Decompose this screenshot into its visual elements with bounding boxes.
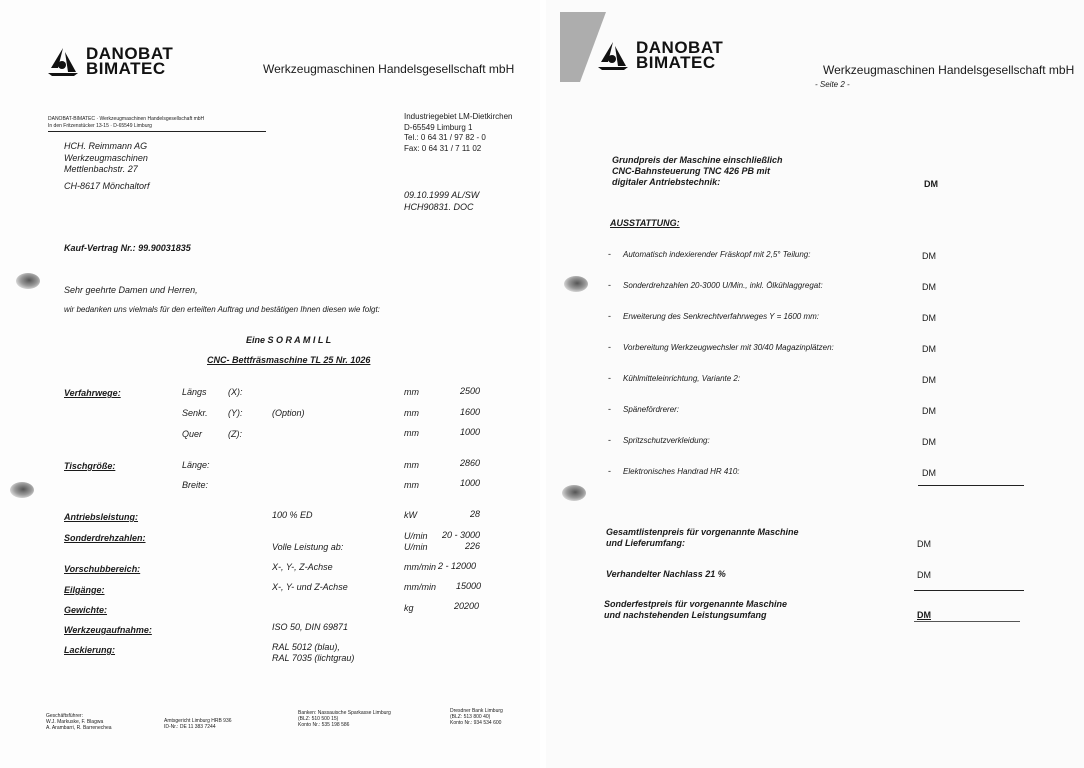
spec-value: 1600 [460,407,481,417]
discount-divider [914,590,1024,591]
recipient-city: CH-8617 Mönchaltorf [64,181,150,191]
equipment-item: Spänefördrerer: [623,405,680,414]
list-bullet: - [608,249,611,259]
special-price-text: Sonderfestpreis für vorgenannte Maschine und nachstehenden Leistungsumfang [604,599,788,620]
spec-laenge: Länge: [182,460,210,470]
equipment-item-currency: DM [922,375,936,385]
equipment-item-currency: DM [922,344,936,354]
total-list-currency: DM [917,539,931,549]
spec-antrieb-desc: 100 % ED [272,510,313,520]
punch-hole [16,273,40,289]
base-price-text: Grundpreis der Maschine einschließlich CNC-Bahnsteuerung TNC 426 PB mit digitaler Antriebstechnik: [612,155,783,187]
spec-label-lackierung: Lackierung: [64,645,116,655]
list-bullet: - [608,466,611,476]
special-price-currency: DM [917,610,931,620]
equipment-item: Kühlmitteleinrichtung, Variante 2: [623,374,741,383]
list-bullet: - [608,311,611,321]
spec-value: 20 - 3000 226 [442,530,481,551]
equipment-item: Spritzschutzverkleidung: [623,436,710,445]
spec-value: 2500 [460,386,481,396]
company-name-line1: DANOBAT [86,44,174,63]
sender-line-2: In den Fritzenstücker 13-15 · D-65549 Limburg [48,123,152,129]
header-title: Werkzeugmaschinen Handelsgesellschaft mbH [263,62,515,76]
intro-text: wir bedanken uns vielmals für den erteilten Auftrag und bestätigen Ihnen diesen wie folgt: [64,305,380,314]
discount-currency: DM [917,570,931,580]
total-list-price-text: Gesamtlistenpreis für vorgenannte Maschine und Lieferumfang: [606,527,799,548]
spec-label-werkzeugaufnahme: Werkzeugaufnahme: [64,625,152,635]
spec-value: 1000 [460,478,481,488]
letter-page-1 [0,0,540,768]
spec-value: 15000 [456,581,482,591]
subtotal-divider [918,485,1024,486]
equipment-item-currency: DM [922,282,936,292]
equipment-heading: AUSSTATTUNG: [610,218,680,228]
equipment-item: Vorbereitung Werkzeugwechsler mit 30/40 Magazinplätzen: [623,343,834,352]
recipient-address: HCH. Reimmann AG Werkzeugmaschinen Mettlenbachstr. 27 [64,141,148,174]
list-bullet: - [608,373,611,383]
list-bullet: - [608,280,611,290]
equipment-item-currency: DM [922,437,936,447]
product-model: CNC- Bettfräsmaschine TL 25 Nr. 1026 [207,355,371,365]
sender-divider [48,131,266,132]
spec-value: 2 - 12000 [438,561,477,571]
company-name-line2: BIMATEC [636,53,716,72]
spec-label-eilgaenge: Eilgänge: [64,585,105,595]
punch-hole [564,276,588,292]
spec-label-verfahrwege: Verfahrwege: [64,388,121,398]
header-title: Werkzeugmaschinen Handelsgesellschaft mbH [823,63,1075,77]
equipment-item-currency: DM [922,251,936,261]
equipment-item: Erweiterung des Senkrechtverfahrweges Y = 1600 mm: [623,312,820,321]
footer-registry: Amtsgericht Limburg HRB 936 ID-Nr.: DE 11 383 7244 [164,718,232,730]
spec-label-sonderdrehzahlen: Sonderdrehzahlen: [64,533,146,543]
spec-unit: kW [404,510,417,520]
equipment-item: Elektronisches Handrad HR 410: [623,467,740,476]
spec-label-gewichte: Gewichte: [64,605,108,615]
letter-page-2 [546,0,1084,768]
spec-label-tischgroesse: Tischgröße: [64,461,116,471]
equipment-item: Automatisch indexierender Fräskopf mit 2,5° Teilung: [623,250,811,259]
salutation: Sehr geehrte Damen und Herren, [64,285,198,295]
spec-value: 20200 [454,601,480,611]
spec-eilgang-desc: X-, Y- und Z-Achse [272,582,348,592]
page-number: - Seite 2 - [815,80,850,89]
footer-bank-2: Dresdner Bank Limburg (BLZ: 513 800 40) Konto Nr.: 934 534 600 [450,708,503,726]
list-bullet: - [608,404,611,414]
spec-breite: Breite: [182,480,209,490]
spec-werkzeug-value: ISO 50, DIN 69871 [272,622,349,632]
list-bullet: - [608,435,611,445]
footer-bank-1: Banken: Nassauische Sparkasse Limburg (BLZ: 510 500 15) Konto Nr.: 535 198 586 [298,710,391,728]
product-name: Eine S O R A M I L L [246,335,332,345]
spec-unit: mm [404,408,419,418]
address-block: Industriegebiet LM-Dietkirchen D-65549 Limburg 1 Tel.: 0 64 31 / 97 82 - 0 Fax: 0 64 31 / 7 11 02 [404,112,513,153]
company-name-line1: DANOBAT [636,38,724,57]
spec-senkr: Senkr. [182,408,208,418]
spec-unit: mm/min [404,562,436,572]
danobat-logo-icon [46,46,80,76]
spec-option: (Option) [272,408,305,418]
footer-management: Geschäftsführer: W.J. Markuske, F. Blagwa A. Arambarri, R. Barrenechea [46,713,112,731]
equipment-item-currency: DM [922,406,936,416]
spec-unit: kg [404,603,414,613]
spec-unit: mm [404,387,419,397]
spec-y-axis: (Y): [228,408,243,418]
spec-vorschub-desc: X-, Y-, Z-Achse [272,562,333,572]
spec-unit: mm/min [404,582,436,592]
spec-laengs: Längs [182,387,207,397]
spec-quer: Quer [182,429,203,439]
date-reference: 09.10.1999 AL/SW HCH90831. DOC [404,190,480,212]
spec-unit: U/min U/min [404,531,428,552]
equipment-item-currency: DM [922,468,936,478]
spec-unit: mm [404,428,419,438]
spec-label-antrieb: Antriebsleistung: [64,512,139,522]
spec-z-axis: (Z): [228,429,242,439]
equipment-item: Sonderdrehzahlen 20-3000 U/Min., inkl. Ölkühlaggregat: [623,281,823,290]
spec-label-vorschub: Vorschubbereich: [64,564,141,574]
sender-line-1: DANOBAT-BIMATEC · Werkzeugmaschinen Handelsgesellschaft mbH [48,116,205,122]
company-name-line2: BIMATEC [86,59,166,78]
spec-sonder-desc: Volle Leistung ab: [272,542,344,552]
equipment-item-currency: DM [922,313,936,323]
spec-value: 2860 [460,458,481,468]
spec-lack-value: RAL 5012 (blau), RAL 7035 (lichtgrau) [272,642,355,663]
spec-value: 1000 [460,427,481,437]
list-bullet: - [608,342,611,352]
danobat-logo-icon [596,40,630,70]
special-price-divider [914,621,1020,622]
spec-unit: mm [404,460,419,470]
spec-x-axis: (X): [228,387,243,397]
contract-number: Kauf-Vertrag Nr.: 99.90031835 [64,243,191,253]
punch-hole [562,485,586,501]
spec-value: 28 [470,509,481,519]
spec-unit: mm [404,480,419,490]
punch-hole [10,482,34,498]
discount-text: Verhandelter Nachlass 21 % [606,569,726,579]
base-price-currency: DM [924,179,938,189]
